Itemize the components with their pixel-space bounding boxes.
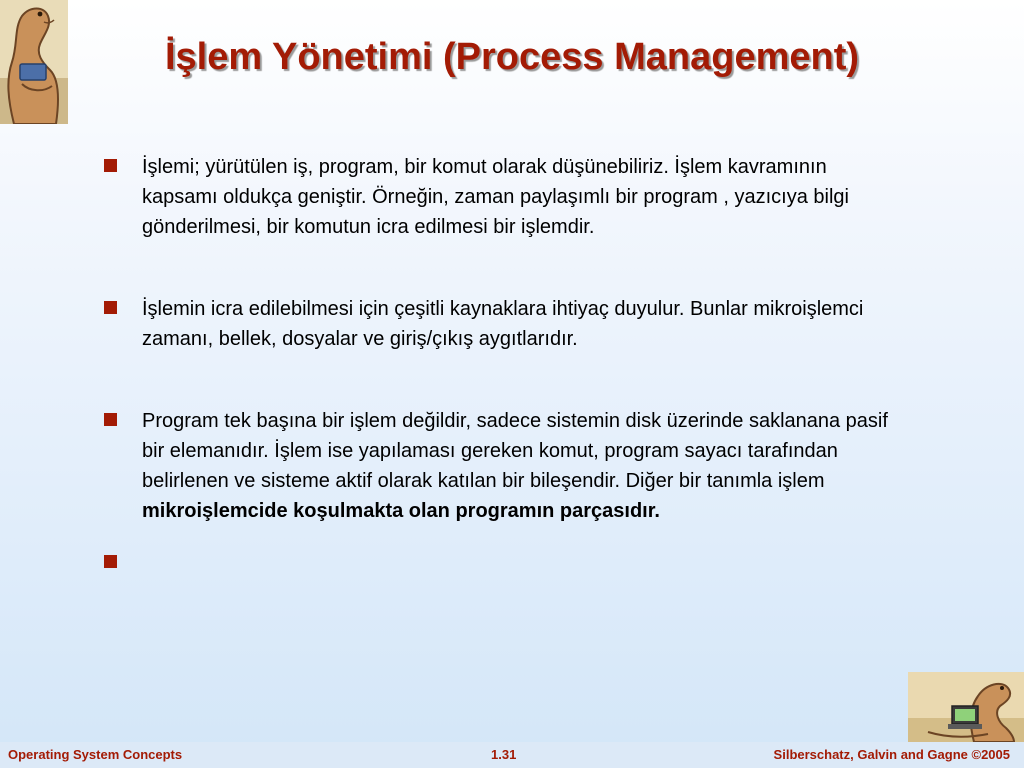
bullet-item-empty — [104, 548, 904, 578]
bullet-text — [142, 552, 148, 574]
bullet-text: Program tek başına bir işlem değildir, sadece sistemin disk üzerinde saklanana pasif bir elemanıdır. İşlem ise yapılaması gereken komut, program sayacı tarafından belirlenen ve sisteme aktif olarak katılan bir bileşendir. Diğer bir tanımla işlem — [142, 410, 888, 492]
footer-copyright: Silberschatz, Galvin and Gagne ©2005 — [773, 747, 1010, 762]
dinosaur-laptop-icon — [908, 672, 1024, 742]
bullet-item — [104, 406, 904, 526]
slide-body — [104, 152, 904, 578]
bullet-text: İşlemin icra edilebilmesi için çeşitli kaynaklara ihtiyaç duyulur. Bunlar mikroişlemci zamanı, bellek, dosyalar ve giriş/çıkış aygıtlarıdır. — [142, 298, 864, 350]
footer-page-number: 1.31 — [491, 747, 517, 762]
footer-course-title: Operating System Concepts — [8, 747, 183, 762]
bullet-item — [104, 294, 904, 354]
square-bullet-icon — [104, 555, 117, 568]
bullet-item — [104, 152, 904, 242]
square-bullet-icon — [104, 301, 117, 314]
bullet-text: İşlemi; yürütülen iş, program, bir komut olarak düşünebiliriz. İşlem kavramının kapsamı oldukça geniştir. Örneğin, zaman paylaşımlı bir program , yazıcıya bilgi gönderilmesi, bir komutun icra edilmesi bir işlemdir. — [142, 156, 849, 238]
square-bullet-icon — [104, 159, 117, 172]
square-bullet-icon — [104, 413, 117, 426]
bullet-bold-text: mikroişlemcide koşulmakta olan programın parçasıdır. — [142, 500, 660, 522]
slide-title: İşlem Yönetimi (Process Management) — [164, 36, 860, 78]
